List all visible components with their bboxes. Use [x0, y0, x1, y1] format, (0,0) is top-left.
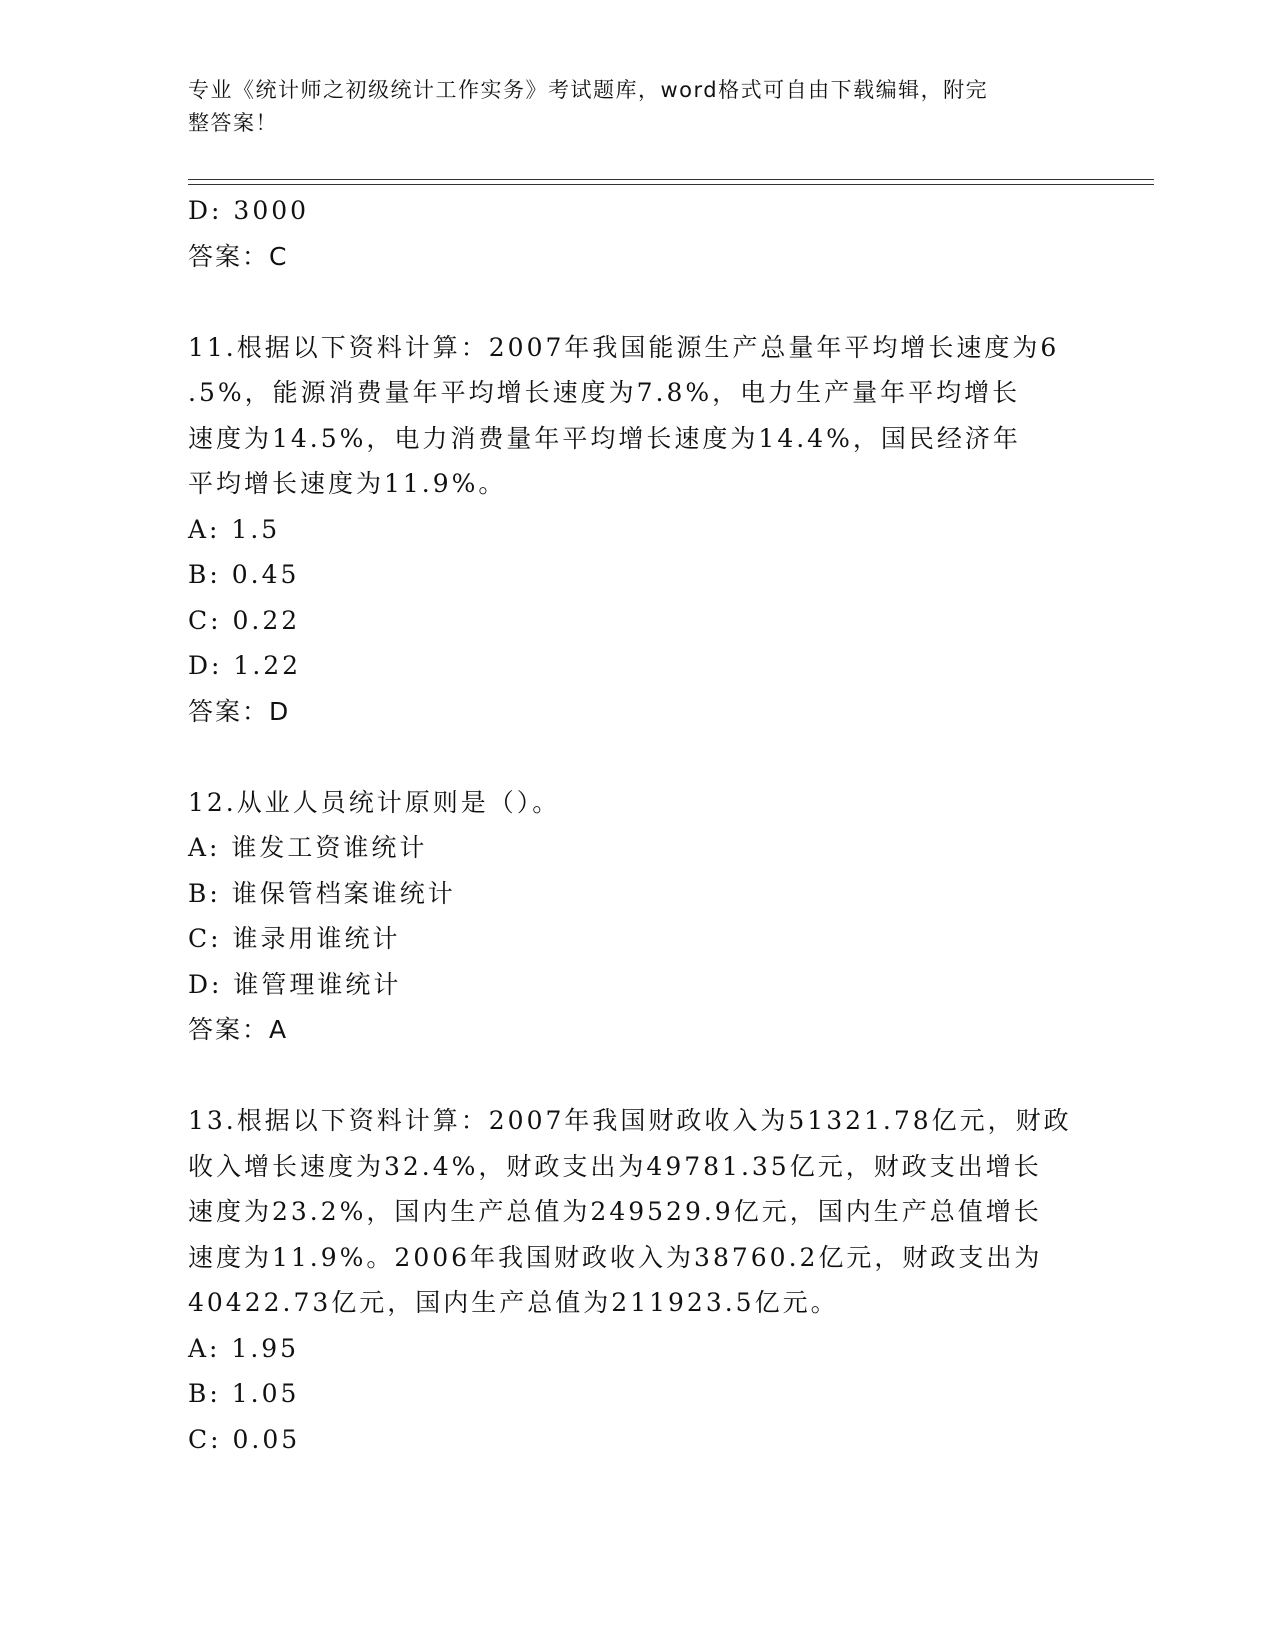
header-divider-bottom	[188, 184, 1154, 185]
question-12	[188, 780, 1088, 1053]
q13-option-b: B: 1.05	[188, 1379, 300, 1408]
q11-option-b: B: 0.45	[188, 560, 300, 589]
q13-text-line-5: 40422.73亿元，国内生产总值为211923.5亿元。	[188, 1288, 839, 1317]
q13-text-line-1: 13.根据以下资料计算：2007年我国财政收入为51321.78亿元，财政	[188, 1106, 1072, 1135]
q11-option-a: A: 1.5	[188, 514, 281, 544]
q11-option-d: D: 1.22	[188, 651, 302, 680]
spacer	[188, 1053, 1088, 1099]
q12-option-d: D: 谁管理谁统计	[188, 969, 402, 999]
header-line-1: 专业《统计师之初级统计工作实务》考试题库，word格式可自由下载编辑，附完	[188, 78, 989, 102]
q13-text-line-4: 速度为11.9%。2006年我国财政收入为38760.2亿元，财政支出为	[188, 1242, 1043, 1272]
q13-text-line-2: 收入增长速度为32.4%，财政支出为49781.35亿元，财政支出增长	[188, 1151, 1042, 1181]
prev-answer: 答案：C	[188, 241, 289, 271]
q11-option-c: C: 0.22	[188, 605, 301, 635]
spacer	[188, 734, 1088, 780]
question-13	[188, 1098, 1088, 1462]
question-content	[188, 188, 1088, 1462]
q13-text-line-3: 速度为23.2%，国内生产总值为249529.9亿元，国内生产总值增长	[188, 1197, 1042, 1226]
q11-text-line-2: .5%，能源消费量年平均增长速度为7.8%，电力生产量年平均增长	[188, 378, 1021, 407]
header-divider-top	[188, 179, 1154, 180]
header-line-2: 整答案！	[188, 111, 278, 135]
page-header	[188, 74, 1068, 140]
question-11	[188, 325, 1088, 735]
q12-option-b: B: 谁保管档案谁统计	[188, 878, 456, 908]
q11-text-line-4: 平均增长速度为11.9%。	[188, 469, 507, 498]
q11-answer: 答案：D	[188, 696, 291, 726]
q12-option-c: C: 谁录用谁统计	[188, 924, 401, 953]
q11-text-line-3: 速度为14.5%，电力消费量年平均增长速度为14.4%，国民经济年	[188, 423, 1021, 453]
q12-text-line-1: 12.从业人员统计原则是（）。	[188, 787, 561, 817]
prev-option-d: D: 3000	[188, 196, 310, 225]
q11-text-line-1: 11.根据以下资料计算：2007年我国能源生产总量年平均增长速度为6	[188, 332, 1060, 362]
q12-answer: 答案：A	[188, 1015, 289, 1044]
q13-option-a: A: 1.95	[188, 1333, 300, 1363]
spacer	[188, 279, 1088, 325]
q12-option-a: A: 谁发工资谁统计	[188, 833, 428, 862]
q13-option-c: C: 0.05	[188, 1424, 301, 1454]
